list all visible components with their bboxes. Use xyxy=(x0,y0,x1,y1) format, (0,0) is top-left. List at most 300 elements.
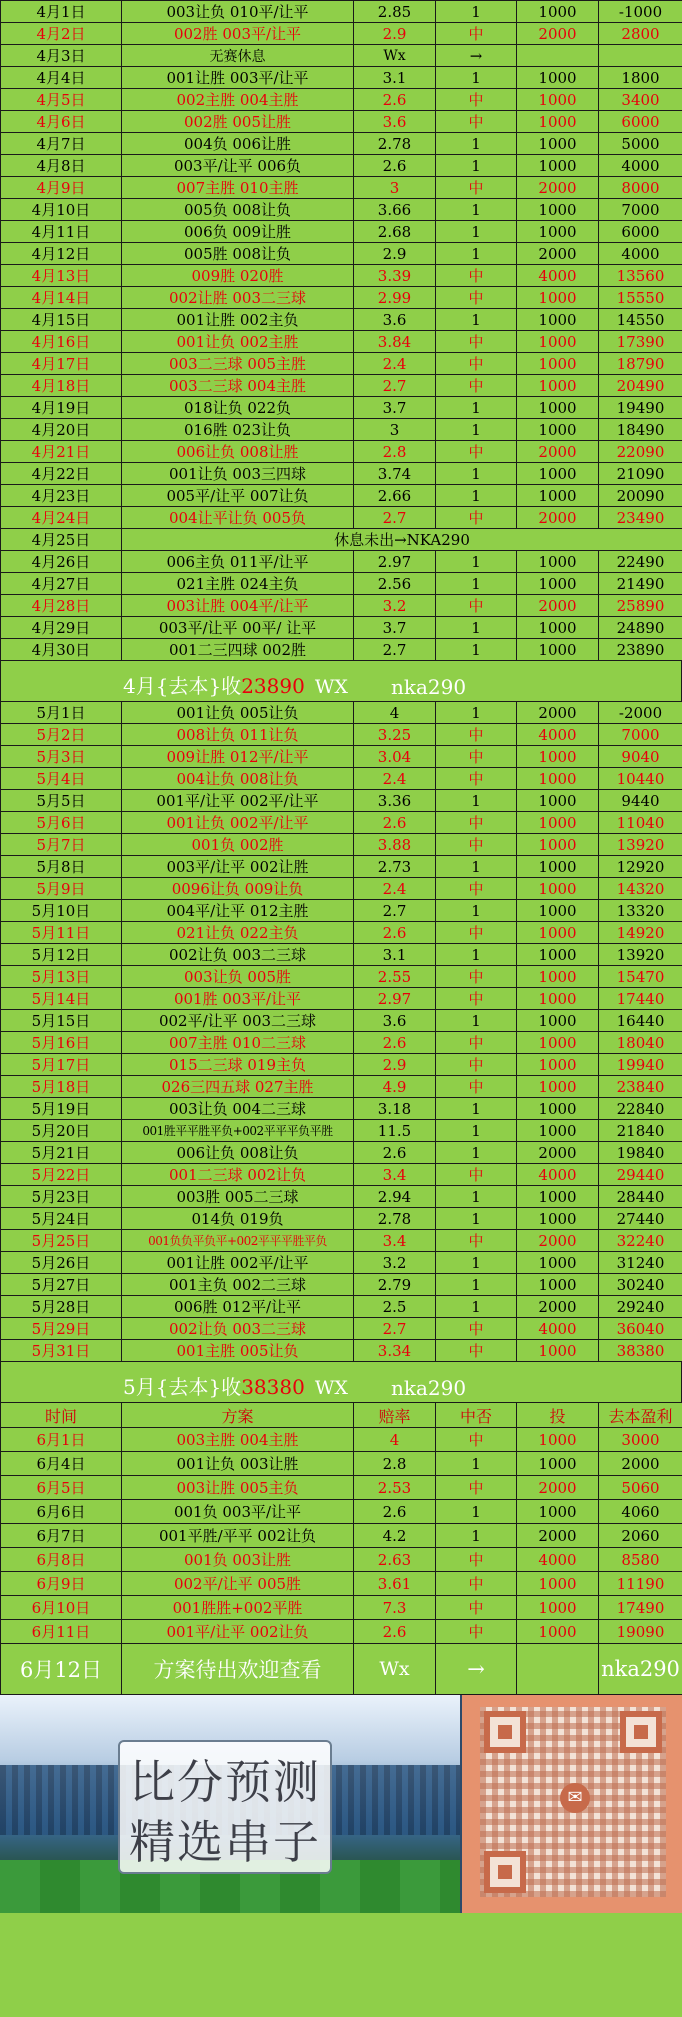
cell-odds: 3.1 xyxy=(354,944,436,966)
cell-hit: 1 xyxy=(436,1010,517,1032)
qr-finder-top-left xyxy=(484,1711,526,1753)
june-header-row xyxy=(1,1403,682,1428)
cell-profit: 13320 xyxy=(599,900,682,922)
table-row xyxy=(1,1230,682,1252)
cell-hit: 中 xyxy=(436,177,517,199)
cell-plan: 009胜 020胜 xyxy=(122,265,354,287)
table-row xyxy=(1,746,682,768)
cell-hit: 中 xyxy=(436,746,517,768)
cell-plan: 无赛休息 xyxy=(122,45,354,67)
table-row xyxy=(1,1596,682,1620)
table-row xyxy=(1,111,682,133)
cell-odds: 4 xyxy=(354,1428,436,1452)
table-row xyxy=(1,702,682,724)
pending-date: 6月12日 xyxy=(1,1644,122,1695)
cell-plan: 002平/让平 003二三球 xyxy=(122,1010,354,1032)
cell-plan: 001让负 003让胜 xyxy=(122,1452,354,1476)
april-table xyxy=(0,0,682,661)
cell-hit: 中 xyxy=(436,1596,517,1620)
cell-odds: 4.9 xyxy=(354,1076,436,1098)
cell-plan: 004负 006让胜 xyxy=(122,133,354,155)
cell-stake: 1000 xyxy=(517,988,599,1010)
table-row xyxy=(1,89,682,111)
cell-hit: 1 xyxy=(436,617,517,639)
cell-hit: 1 xyxy=(436,551,517,573)
cell-profit: 2060 xyxy=(599,1524,682,1548)
pending-plan: 方案待出欢迎查看 xyxy=(122,1644,354,1695)
cell-plan: 001负 003平/让平 xyxy=(122,1500,354,1524)
cell-date: 4月4日 xyxy=(1,67,122,89)
cell-odds: 2.7 xyxy=(354,900,436,922)
cell-plan: 009让胜 012平/让平 xyxy=(122,746,354,768)
cell-hit: → xyxy=(436,45,517,67)
cell-hit: 中 xyxy=(436,1428,517,1452)
cell-profit: 19090 xyxy=(599,1620,682,1644)
cell-hit: 中 xyxy=(436,287,517,309)
cell-profit: 3000 xyxy=(599,1428,682,1452)
cell-odds: 2.6 xyxy=(354,1620,436,1644)
cell-odds: 2.9 xyxy=(354,23,436,45)
cell-odds: 3.7 xyxy=(354,397,436,419)
cell-hit: 中 xyxy=(436,595,517,617)
cell-profit: 18490 xyxy=(599,419,682,441)
cell-profit: 11040 xyxy=(599,812,682,834)
table-row xyxy=(1,1452,682,1476)
cell-plan: 003二三球 005主胜 xyxy=(122,353,354,375)
cell-hit: 中 xyxy=(436,441,517,463)
cell-stake: 1000 xyxy=(517,353,599,375)
cell-date: 6月9日 xyxy=(1,1572,122,1596)
cell-odds: 3.6 xyxy=(354,1010,436,1032)
cell-profit: 16440 xyxy=(599,1010,682,1032)
cell-date: 4月5日 xyxy=(1,89,122,111)
summary-amount: 23890 xyxy=(241,674,305,698)
cell-stake: 2000 xyxy=(517,1296,599,1318)
cell-plan: 0096让负 009让负 xyxy=(122,878,354,900)
cell-odds: 2.6 xyxy=(354,155,436,177)
cell-odds: 2.78 xyxy=(354,1208,436,1230)
cell-hit: 中 xyxy=(436,1032,517,1054)
cell-profit: 23490 xyxy=(599,507,682,529)
table-row xyxy=(1,944,682,966)
cell-date: 4月28日 xyxy=(1,595,122,617)
cell-profit: 29440 xyxy=(599,1164,682,1186)
cell-odds: 2.6 xyxy=(354,1142,436,1164)
cell-date: 4月22日 xyxy=(1,463,122,485)
table-row xyxy=(1,1164,682,1186)
cell-plan: 001让胜 003平/让平 xyxy=(122,67,354,89)
cell-hit: 中 xyxy=(436,1620,517,1644)
cell-odds: 2.55 xyxy=(354,966,436,988)
table-row xyxy=(1,23,682,45)
cell-hit: 中 xyxy=(436,1476,517,1500)
cell-date: 5月5日 xyxy=(1,790,122,812)
cell-stake: 1000 xyxy=(517,922,599,944)
cell-stake: 1000 xyxy=(517,1274,599,1296)
cell-odds: 3.4 xyxy=(354,1230,436,1252)
cell-odds: 2.9 xyxy=(354,1054,436,1076)
cell-profit: 3400 xyxy=(599,89,682,111)
cell-date: 4月2日 xyxy=(1,23,122,45)
cell-hit: 1 xyxy=(436,702,517,724)
cell-odds: 3.18 xyxy=(354,1098,436,1120)
table-row xyxy=(1,1,682,23)
table-row xyxy=(1,790,682,812)
table-row xyxy=(1,265,682,287)
cell-date: 5月20日 xyxy=(1,1120,122,1142)
cell-plan: 003让胜 004平/让平 xyxy=(122,595,354,617)
cell-plan: 005胜 008让负 xyxy=(122,243,354,265)
cell-plan: 001让胜 002平/让平 xyxy=(122,1252,354,1274)
cell-stake: 1000 xyxy=(517,485,599,507)
qr-finder-bottom-left xyxy=(484,1851,526,1893)
cell-plan: 001让负 005让负 xyxy=(122,702,354,724)
cell-profit: 19840 xyxy=(599,1142,682,1164)
cell-profit: 23840 xyxy=(599,1076,682,1098)
cell-plan: 007主胜 010二三球 xyxy=(122,1032,354,1054)
cell-hit: 1 xyxy=(436,1,517,23)
cell-date: 4月27日 xyxy=(1,573,122,595)
cell-date: 4月12日 xyxy=(1,243,122,265)
cell-odds: 3.88 xyxy=(354,834,436,856)
cell-odds: 3 xyxy=(354,177,436,199)
promo-line-2: 精选串子 xyxy=(129,1815,321,1869)
pending-row xyxy=(1,1644,682,1695)
cell-odds: 4.2 xyxy=(354,1524,436,1548)
cell-stake: 1000 xyxy=(517,331,599,353)
cell-odds: 3.36 xyxy=(354,790,436,812)
cell-hit: 1 xyxy=(436,67,517,89)
cell-plan: 006主负 011平/让平 xyxy=(122,551,354,573)
cell-profit: 2800 xyxy=(599,23,682,45)
cell-stake: 1000 xyxy=(517,812,599,834)
cell-hit: 中 xyxy=(436,265,517,287)
table-row xyxy=(1,1076,682,1098)
cell-date: 5月24日 xyxy=(1,1208,122,1230)
cell-profit: 17440 xyxy=(599,988,682,1010)
cell-date: 4月30日 xyxy=(1,639,122,661)
cell-plan: 004平/让平 012主胜 xyxy=(122,900,354,922)
cell-profit: 17390 xyxy=(599,331,682,353)
cell-profit: 21840 xyxy=(599,1120,682,1142)
cell-hit: 中 xyxy=(436,922,517,944)
cell-odds: 2.68 xyxy=(354,221,436,243)
cell-hit: 1 xyxy=(436,1274,517,1296)
cell-stake: 1000 xyxy=(517,1620,599,1644)
cell-plan: 007主胜 010主胜 xyxy=(122,177,354,199)
cell-plan: 001让胜 002主负 xyxy=(122,309,354,331)
cell-hit: 1 xyxy=(436,309,517,331)
cell-odds: 2.97 xyxy=(354,988,436,1010)
cell-hit: 中 xyxy=(436,1164,517,1186)
table-row xyxy=(1,1186,682,1208)
table-row xyxy=(1,419,682,441)
cell-stake: 2000 xyxy=(517,702,599,724)
cell-date: 5月10日 xyxy=(1,900,122,922)
cell-plan: 001让负 003三四球 xyxy=(122,463,354,485)
cell-profit: 21490 xyxy=(599,573,682,595)
cell-odds: 2.8 xyxy=(354,1452,436,1476)
cell-odds: 2.63 xyxy=(354,1548,436,1572)
cell-date: 4月9日 xyxy=(1,177,122,199)
table-row xyxy=(1,856,682,878)
cell-profit: 36040 xyxy=(599,1318,682,1340)
cell-plan: 005平/让平 007让负 xyxy=(122,485,354,507)
table-row xyxy=(1,639,682,661)
table-row xyxy=(1,199,682,221)
cell-profit xyxy=(599,45,682,67)
cell-hit: 中 xyxy=(436,1054,517,1076)
cell-odds: 3.61 xyxy=(354,1572,436,1596)
cell-date: 6月5日 xyxy=(1,1476,122,1500)
cell-stake: 1000 xyxy=(517,1452,599,1476)
summary-amount: 38380 xyxy=(241,1375,305,1399)
cell-hit: 1 xyxy=(436,944,517,966)
cell-plan: 006负 009让胜 xyxy=(122,221,354,243)
table-row xyxy=(1,243,682,265)
cell-stake: 2000 xyxy=(517,507,599,529)
cell-date: 4月24日 xyxy=(1,507,122,529)
cell-stake: 1000 xyxy=(517,1120,599,1142)
promo-title-box xyxy=(118,1740,332,1874)
cell-profit: 20090 xyxy=(599,485,682,507)
cell-stake: 1000 xyxy=(517,639,599,661)
cell-stake: 1000 xyxy=(517,89,599,111)
table-row xyxy=(1,1524,682,1548)
cell-odds: 2.94 xyxy=(354,1186,436,1208)
cell-plan: 026三四五球 027主胜 xyxy=(122,1076,354,1098)
cell-odds: 2.9 xyxy=(354,243,436,265)
cell-profit: 13920 xyxy=(599,944,682,966)
cell-profit: 29240 xyxy=(599,1296,682,1318)
cell-odds: 2.79 xyxy=(354,1274,436,1296)
cell-stake: 2000 xyxy=(517,23,599,45)
cell-profit: 11190 xyxy=(599,1572,682,1596)
table-row xyxy=(1,45,682,67)
cell-profit: 23890 xyxy=(599,639,682,661)
cell-date: 5月27日 xyxy=(1,1274,122,1296)
cell-hit: 中 xyxy=(436,768,517,790)
cell-stake: 1000 xyxy=(517,133,599,155)
cell-plan: 002让负 003二三球 xyxy=(122,1318,354,1340)
cell-hit: 中 xyxy=(436,834,517,856)
header-odds: 赔率 xyxy=(354,1403,436,1428)
cell-date: 4月16日 xyxy=(1,331,122,353)
cell-hit: 中 xyxy=(436,331,517,353)
cell-profit: 21090 xyxy=(599,463,682,485)
cell-date: 4月15日 xyxy=(1,309,122,331)
cell-date: 5月6日 xyxy=(1,812,122,834)
cell-odds: 3.1 xyxy=(354,67,436,89)
cell-hit: 中 xyxy=(436,111,517,133)
cell-profit: -1000 xyxy=(599,1,682,23)
cell-date: 6月6日 xyxy=(1,1500,122,1524)
cell-hit: 1 xyxy=(436,419,517,441)
april-summary xyxy=(0,661,682,701)
cell-stake: 1000 xyxy=(517,1208,599,1230)
cell-plan: 002主胜 004主胜 xyxy=(122,89,354,111)
header-hit: 中否 xyxy=(436,1403,517,1428)
cell-plan: 002让胜 003二三球 xyxy=(122,287,354,309)
cell-profit: -2000 xyxy=(599,702,682,724)
cell-date: 4月26日 xyxy=(1,551,122,573)
cell-odds: 2.7 xyxy=(354,507,436,529)
cell-stake: 1000 xyxy=(517,573,599,595)
cell-plan: 002胜 005让胜 xyxy=(122,111,354,133)
table-row xyxy=(1,177,682,199)
table-row xyxy=(1,1010,682,1032)
cell-profit: 20490 xyxy=(599,375,682,397)
cell-stake: 2000 xyxy=(517,595,599,617)
cell-hit: 中 xyxy=(436,812,517,834)
cell-odds: 3.04 xyxy=(354,746,436,768)
cell-stake: 1000 xyxy=(517,768,599,790)
cell-stake: 1000 xyxy=(517,1076,599,1098)
cell-hit: 1 xyxy=(436,856,517,878)
cell-profit: 18790 xyxy=(599,353,682,375)
cell-date: 6月4日 xyxy=(1,1452,122,1476)
cell-profit: 24890 xyxy=(599,617,682,639)
table-row xyxy=(1,900,682,922)
table-row xyxy=(1,1428,682,1452)
summary-prefix: 5月{去本}收 xyxy=(123,1375,242,1399)
cell-hit: 1 xyxy=(436,1500,517,1524)
cell-profit: 1800 xyxy=(599,67,682,89)
cell-odds: 2.4 xyxy=(354,353,436,375)
cell-profit: 9040 xyxy=(599,746,682,768)
cell-date: 5月2日 xyxy=(1,724,122,746)
cell-stake: 1000 xyxy=(517,155,599,177)
cell-plan: 001胜 003平/让平 xyxy=(122,988,354,1010)
cell-profit: 7000 xyxy=(599,199,682,221)
cell-date: 4月7日 xyxy=(1,133,122,155)
cell-profit: 8580 xyxy=(599,1548,682,1572)
table-row xyxy=(1,966,682,988)
cell-hit: 1 xyxy=(436,463,517,485)
table-row xyxy=(1,507,682,529)
cell-date: 6月7日 xyxy=(1,1524,122,1548)
cell-date: 5月17日 xyxy=(1,1054,122,1076)
june-table xyxy=(0,1402,682,1695)
cell-date: 4月13日 xyxy=(1,265,122,287)
cell-odds: 3.25 xyxy=(354,724,436,746)
table-row xyxy=(1,1620,682,1644)
cell-date: 5月15日 xyxy=(1,1010,122,1032)
cell-date: 6月10日 xyxy=(1,1596,122,1620)
pending-contact: nka290 xyxy=(599,1644,682,1695)
cell-plan: 001二三四球 002胜 xyxy=(122,639,354,661)
table-row xyxy=(1,812,682,834)
wechat-icon: ✉ xyxy=(560,1783,590,1813)
cell-profit: 10440 xyxy=(599,768,682,790)
cell-stake: 1000 xyxy=(517,221,599,243)
cell-plan: 001胜平平胜平负+002平平平负平胜 xyxy=(122,1120,354,1142)
qr-finder-top-right xyxy=(620,1711,662,1753)
table-row xyxy=(1,1032,682,1054)
cell-profit: 19490 xyxy=(599,397,682,419)
cell-stake: 1000 xyxy=(517,790,599,812)
cell-stake: 4000 xyxy=(517,724,599,746)
cell-plan: 005负 008让负 xyxy=(122,199,354,221)
cell-profit: 4000 xyxy=(599,243,682,265)
cell-stake: 1000 xyxy=(517,309,599,331)
table-row xyxy=(1,1476,682,1500)
cell-stake: 2000 xyxy=(517,243,599,265)
cell-hit: 1 xyxy=(436,639,517,661)
qr-pattern xyxy=(480,1707,666,1897)
cell-odds: 3.74 xyxy=(354,463,436,485)
cell-date: 4月11日 xyxy=(1,221,122,243)
cell-hit: 中 xyxy=(436,1340,517,1362)
cell-date: 5月29日 xyxy=(1,1318,122,1340)
qr-code[interactable] xyxy=(462,1695,682,1913)
table-row xyxy=(1,878,682,900)
cell-plan: 001平/让平 002让负 xyxy=(122,1620,354,1644)
cell-date: 6月11日 xyxy=(1,1620,122,1644)
cell-profit: 14920 xyxy=(599,922,682,944)
cell-stake: 1000 xyxy=(517,878,599,900)
cell-hit: 1 xyxy=(436,397,517,419)
cell-odds: 3.34 xyxy=(354,1340,436,1362)
table-row xyxy=(1,724,682,746)
cell-hit: 1 xyxy=(436,1142,517,1164)
cell-date: 5月28日 xyxy=(1,1296,122,1318)
cell-plan: 002平/让平 005胜 xyxy=(122,1572,354,1596)
cell-stake: 1000 xyxy=(517,1098,599,1120)
cell-stake: 1000 xyxy=(517,375,599,397)
cell-hit: 中 xyxy=(436,1318,517,1340)
table-row xyxy=(1,309,682,331)
cell-date: 5月19日 xyxy=(1,1098,122,1120)
table-row xyxy=(1,529,682,551)
cell-profit: 7000 xyxy=(599,724,682,746)
cell-stake: 2000 xyxy=(517,441,599,463)
cell-profit: 5060 xyxy=(599,1476,682,1500)
cell-plan: 003平/让平 006负 xyxy=(122,155,354,177)
cell-profit: 15470 xyxy=(599,966,682,988)
cell-date: 5月22日 xyxy=(1,1164,122,1186)
cell-profit: 15550 xyxy=(599,287,682,309)
cell-profit: 25890 xyxy=(599,595,682,617)
cell-hit: 1 xyxy=(436,1120,517,1142)
cell-plan: 001平/让平 002平/让平 xyxy=(122,790,354,812)
cell-odds: 2.85 xyxy=(354,1,436,23)
cell-plan: 016胜 023让负 xyxy=(122,419,354,441)
table-row xyxy=(1,922,682,944)
table-row xyxy=(1,1274,682,1296)
table-row xyxy=(1,1500,682,1524)
cell-plan: 003让胜 005主负 xyxy=(122,1476,354,1500)
cell-profit: 13920 xyxy=(599,834,682,856)
cell-odds: 2.7 xyxy=(354,375,436,397)
cell-odds: 2.78 xyxy=(354,133,436,155)
cell-date: 5月3日 xyxy=(1,746,122,768)
table-row xyxy=(1,1296,682,1318)
cell-profit: 30240 xyxy=(599,1274,682,1296)
pending-arrow: → xyxy=(436,1644,517,1695)
table-row xyxy=(1,1054,682,1076)
cell-stake: 2000 xyxy=(517,1142,599,1164)
table-row xyxy=(1,595,682,617)
header-date: 时间 xyxy=(1,1403,122,1428)
cell-odds: 2.99 xyxy=(354,287,436,309)
cell-plan: 003二三球 004主胜 xyxy=(122,375,354,397)
cell-profit: 32240 xyxy=(599,1230,682,1252)
cell-plan: 001负 002胜 xyxy=(122,834,354,856)
table-row xyxy=(1,1098,682,1120)
cell-plan: 001二三球 002让负 xyxy=(122,1164,354,1186)
cell-plan: 021主胜 024主负 xyxy=(122,573,354,595)
